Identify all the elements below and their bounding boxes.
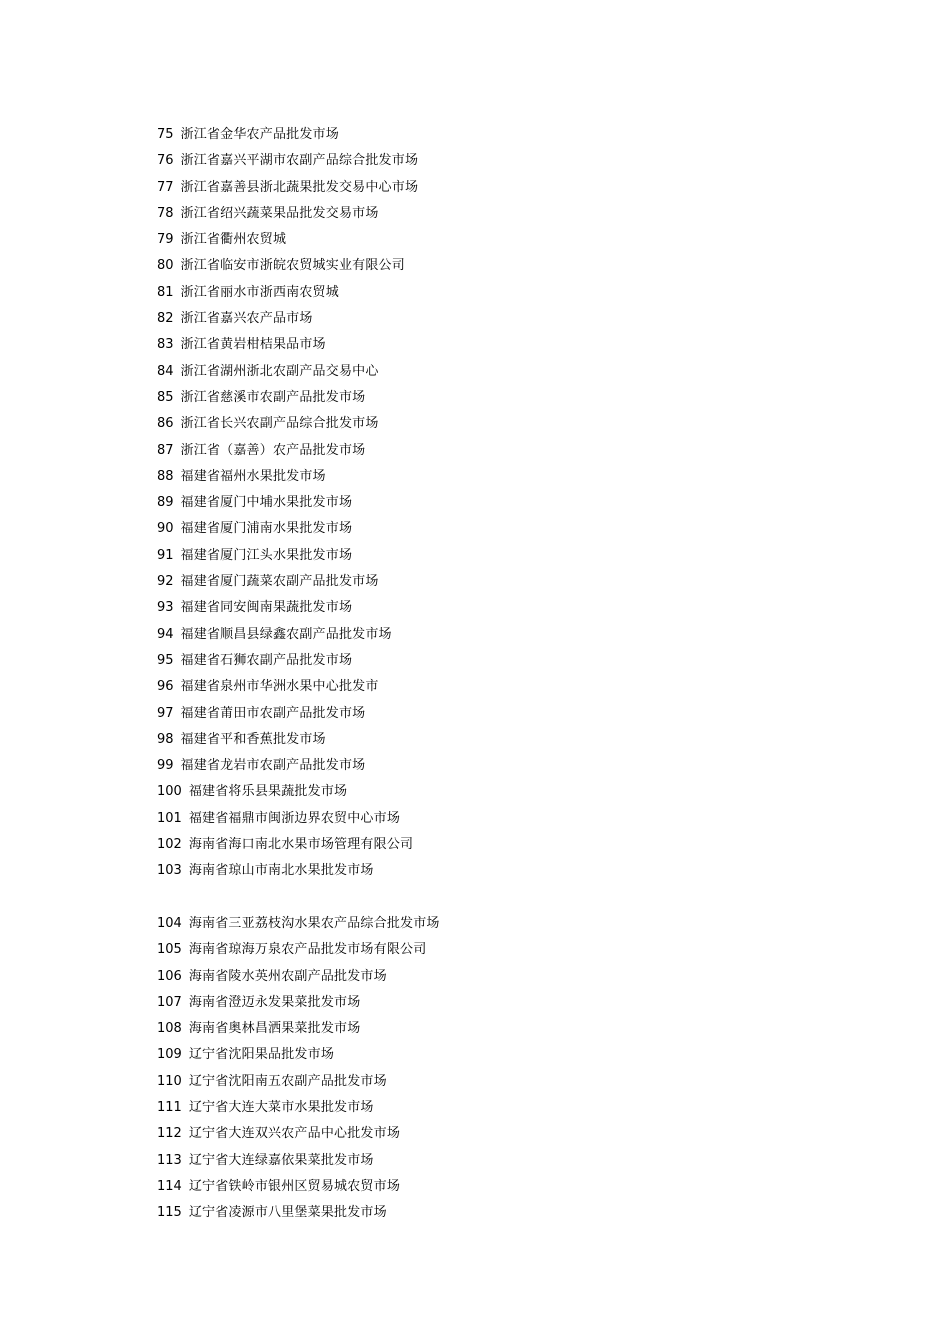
item-name: 海南省奥林昌洒果菜批发市场 — [188, 1021, 361, 1037]
item-name: 浙江省黄岩柑桔果品市场 — [180, 337, 326, 353]
item-name: 福建省厦门中埔水果批发市场 — [180, 495, 353, 511]
list-item — [157, 253, 857, 279]
item-number: 85 — [157, 389, 174, 405]
item-name: 福建省福州水果批发市场 — [180, 468, 326, 484]
item-number: 101 — [157, 810, 182, 826]
list-item — [157, 438, 857, 464]
item-name: 海南省琼海万泉农产品批发市场有限公司 — [188, 942, 427, 958]
list-item — [157, 175, 857, 201]
item-number: 100 — [157, 784, 182, 800]
list-item — [157, 569, 857, 595]
item-name: 辽宁省沈阳南五农副产品批发市场 — [188, 1073, 387, 1089]
item-name: 福建省厦门浦南水果批发市场 — [180, 521, 353, 537]
item-name: 辽宁省大连绿嘉依果菜批发市场 — [188, 1152, 374, 1168]
item-name: 浙江省丽水市浙西南农贸城 — [180, 284, 339, 300]
list-item — [157, 648, 857, 674]
item-name: 浙江省绍兴蔬菜果品批发交易市场 — [180, 205, 379, 221]
list-item — [157, 1069, 857, 1095]
item-number: 99 — [157, 758, 174, 774]
item-number: 104 — [157, 915, 182, 931]
item-number: 78 — [157, 205, 174, 221]
list-item — [157, 1200, 857, 1226]
item-number: 79 — [157, 232, 174, 248]
list-item — [157, 332, 857, 358]
item-name: 浙江省衢州农贸城 — [180, 232, 287, 248]
item-number: 115 — [157, 1205, 182, 1221]
item-number: 111 — [157, 1099, 182, 1115]
list-item — [157, 385, 857, 411]
item-name: 浙江省慈溪市农副产品批发市场 — [180, 389, 366, 405]
item-number: 97 — [157, 705, 174, 721]
list-item — [157, 832, 857, 858]
item-name: 浙江省嘉善县浙北蔬果批发交易中心市场 — [180, 179, 419, 195]
item-name: 海南省琼山市南北水果批发市场 — [188, 863, 374, 879]
list-item — [157, 490, 857, 516]
item-name: 辽宁省铁岭市银州区贸易城农贸市场 — [188, 1178, 401, 1194]
item-name: 福建省莆田市农副产品批发市场 — [180, 705, 366, 721]
item-number: 91 — [157, 547, 174, 563]
item-name: 福建省平和香蕉批发市场 — [180, 731, 326, 747]
item-number: 108 — [157, 1021, 182, 1037]
item-name: 福建省厦门江头水果批发市场 — [180, 547, 353, 563]
list-item — [157, 411, 857, 437]
list-item — [157, 543, 857, 569]
item-name: 海南省三亚荔枝沟水果农产品综合批发市场 — [188, 915, 440, 931]
item-name: 福建省福鼎市闽浙边界农贸中心市场 — [188, 810, 401, 826]
list-item — [157, 806, 857, 832]
list-item — [157, 280, 857, 306]
item-number: 93 — [157, 600, 174, 616]
list-item — [157, 1121, 857, 1147]
item-name: 福建省将乐县果蔬批发市场 — [188, 784, 348, 800]
item-number: 92 — [157, 574, 174, 590]
list-item — [157, 674, 857, 700]
list-item — [157, 359, 857, 385]
list-item — [157, 201, 857, 227]
list-item — [157, 701, 857, 727]
item-name: 福建省泉州市华洲水果中心批发市 — [180, 679, 379, 695]
item-number: 107 — [157, 994, 182, 1010]
item-number: 103 — [157, 863, 182, 879]
list-item — [157, 595, 857, 621]
list-item — [157, 1042, 857, 1068]
list-item — [157, 858, 857, 884]
market-list — [157, 122, 857, 1226]
item-number: 75 — [157, 127, 174, 142]
item-number: 87 — [157, 442, 174, 458]
item-number: 102 — [157, 837, 182, 853]
item-name: 浙江省长兴农副产品综合批发市场 — [180, 416, 379, 432]
item-name: 辽宁省大连大菜市水果批发市场 — [188, 1099, 374, 1115]
item-number: 80 — [157, 258, 174, 274]
item-name: 福建省石狮农副产品批发市场 — [180, 652, 353, 668]
item-number: 84 — [157, 363, 174, 379]
item-number: 110 — [157, 1073, 182, 1089]
item-number: 106 — [157, 968, 182, 984]
list-item — [157, 306, 857, 332]
list-item — [157, 464, 857, 490]
item-name: 辽宁省沈阳果品批发市场 — [188, 1047, 335, 1063]
item-number: 89 — [157, 495, 174, 511]
item-number: 86 — [157, 416, 174, 432]
item-name: 海南省海口南北水果市场管理有限公司 — [188, 837, 414, 853]
list-item — [157, 779, 857, 805]
list-item — [157, 1016, 857, 1042]
item-number: 76 — [157, 153, 174, 169]
item-name: 浙江省嘉兴农产品市场 — [180, 311, 313, 327]
item-number: 88 — [157, 468, 174, 484]
list-item — [157, 1148, 857, 1174]
item-name: 福建省同安闽南果蔬批发市场 — [180, 600, 353, 616]
list-item — [157, 622, 857, 648]
item-number: 83 — [157, 337, 174, 353]
item-name: 海南省澄迈永发果菜批发市场 — [188, 994, 361, 1010]
list-item — [157, 122, 857, 148]
list-item — [157, 937, 857, 963]
item-name: 浙江省金华农产品批发市场 — [180, 127, 339, 142]
item-name: 海南省陵水英州农副产品批发市场 — [188, 968, 387, 984]
item-name: 辽宁省大连双兴农产品中心批发市场 — [188, 1126, 401, 1142]
item-number: 109 — [157, 1047, 182, 1063]
list-item — [157, 727, 857, 753]
item-name: 辽宁省凌源市八里堡菜果批发市场 — [188, 1205, 387, 1221]
item-number: 113 — [157, 1152, 182, 1168]
item-number: 95 — [157, 652, 174, 668]
list-item — [157, 1095, 857, 1121]
list-item — [157, 990, 857, 1016]
item-number: 82 — [157, 311, 174, 327]
list-item — [157, 964, 857, 990]
item-name: 福建省龙岩市农副产品批发市场 — [180, 758, 366, 774]
item-number: 114 — [157, 1178, 182, 1194]
list-item — [157, 227, 857, 253]
item-number: 90 — [157, 521, 174, 537]
list-item — [157, 753, 857, 779]
item-number: 81 — [157, 284, 174, 300]
list-item — [157, 911, 857, 937]
list-item — [157, 516, 857, 542]
item-name: 福建省厦门蔬菜农副产品批发市场 — [180, 574, 379, 590]
item-name: 浙江省嘉兴平湖市农副产品综合批发市场 — [180, 153, 419, 169]
list-item — [157, 148, 857, 174]
list-item — [157, 1174, 857, 1200]
item-number: 112 — [157, 1126, 182, 1142]
item-name: 浙江省（嘉善）农产品批发市场 — [180, 442, 366, 458]
item-name: 浙江省湖州浙北农副产品交易中心 — [180, 363, 379, 379]
item-number: 98 — [157, 731, 174, 747]
item-number: 94 — [157, 626, 174, 642]
item-number: 96 — [157, 679, 174, 695]
item-number: 105 — [157, 942, 182, 958]
item-name: 浙江省临安市浙皖农贸城实业有限公司 — [180, 258, 405, 274]
item-name: 福建省顺昌县绿鑫农副产品批发市场 — [180, 626, 392, 642]
item-number: 77 — [157, 179, 174, 195]
